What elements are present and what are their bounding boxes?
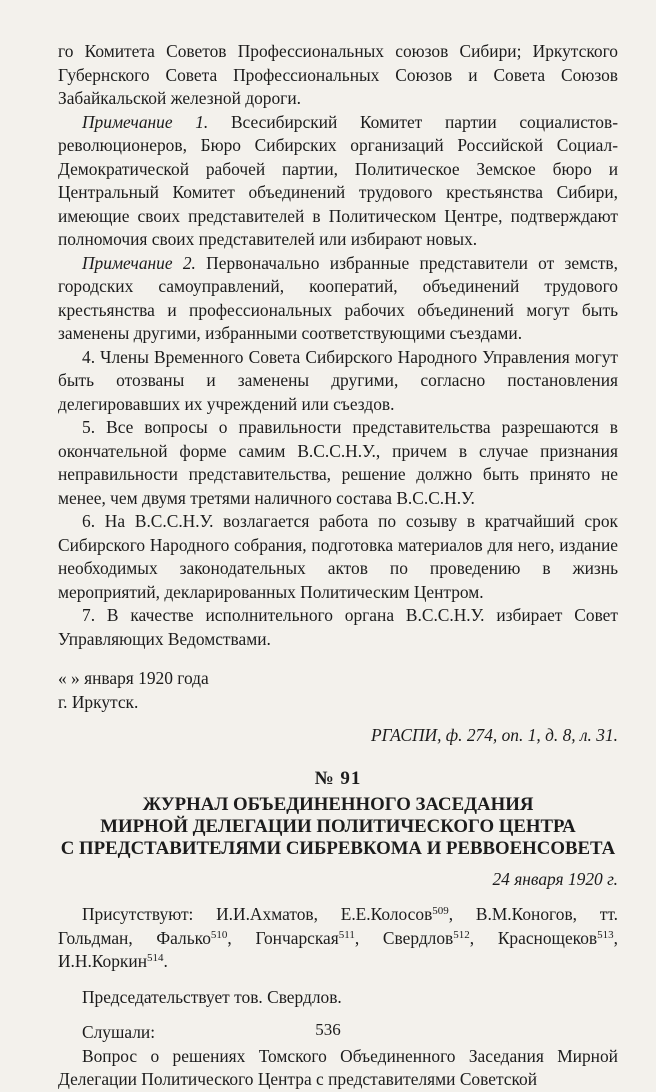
footnote-ref: 511 xyxy=(338,928,355,941)
attendance-text: Присутствуют: И.И.Ахматов, Е.Е.Колосов xyxy=(82,904,433,924)
attendance-text: , Гончарская xyxy=(227,927,339,948)
title-line-1: ЖУРНАЛ ОБЪЕДИНЕННОГО ЗАСЕДАНИЯ xyxy=(142,793,534,815)
title-line-3: С ПРЕДСТАВИТЕЛЯМИ СИБРЕВКОМА И РЕВВОЕНСОВЕТА xyxy=(60,837,616,859)
footnote-ref: 514 xyxy=(147,952,164,964)
note-2-text: Первоначально избранные представители от земств, городских самоуправлений, кооператий, объединений трудового крестьянства и профессиональных рабочих объединений могут быть заменены другими, избранными соответствующими съездами. xyxy=(58,252,618,343)
footnote-ref: 509 xyxy=(432,905,449,917)
document-city: г. Иркутск. xyxy=(58,691,139,712)
footnote-ref: 512 xyxy=(453,928,470,941)
attendance-paragraph xyxy=(58,903,618,974)
attendance-text: , Свердлов xyxy=(354,927,454,948)
chair-line: Председательствует тов. Свердлов. xyxy=(82,986,342,1007)
item-7: 7. В качестве исполнительного органа В.С.С.Н.У. избирает Совет Управляющих Ведомствами. xyxy=(58,605,618,649)
attendance-text: , В.М.Коногов, тт. Гольдман, Фалько xyxy=(58,904,618,948)
item-4: 4. Члены Временного Совета Сибирского Народного Управления могут быть отозваны и заменены другими, согласно постановления делегировавших их учреждений или съездов. xyxy=(58,346,618,414)
footnote-ref: 513 xyxy=(597,928,614,941)
page-number: 536 xyxy=(315,1020,341,1039)
attendance-text: , И.Н.Коркин xyxy=(58,927,618,971)
attendance-text: , Краснощеков xyxy=(469,927,598,948)
heard-text: Вопрос о решениях Томского Объединенного Заседания Мирной Делегации Политического Центра с представителями Советской xyxy=(58,1045,618,1089)
title-line-2: МИРНОЙ ДЕЛЕГАЦИИ ПОЛИТИЧЕСКОГО ЦЕНТРА xyxy=(100,815,576,837)
document-title xyxy=(58,794,618,860)
note-1-text: Всесибирский Комитет партии социалистов-революционеров, Бюро Сибирских организаций Российской Социал-Демократической рабочей партии, Политическое Земское бюро и Центральный Комитет объединений трудового крестьянства Сибири, имеющие своих представителей в Политическом Центре, подтверждают полномочия своих представителей или избирают новых. xyxy=(58,111,618,249)
archive-source: РГАСПИ, ф. 274, оп. 1, д. 8, л. 31. xyxy=(370,725,618,745)
attendance-text: . xyxy=(163,951,168,971)
item-6: 6. На В.С.С.Н.У. возлагается работа по созыву в кратчайший срок Сибирского Народного собрания, подготовка материалов для него, издание необходимых законодательных актов по проведению в жизнь мероприятий, декларированных Политическим Центром. xyxy=(58,511,618,602)
document-date-line: « » января 1920 года xyxy=(58,668,209,688)
note-2 xyxy=(58,252,618,346)
heard-label: Слушали: xyxy=(82,1022,156,1042)
footnote-ref: 510 xyxy=(210,928,228,941)
paragraph-continuation: го Комитета Советов Профессиональных союзов Сибири; Иркутского Губернского Совета Профессиональных Союзов и Совета Союзов Забайкальской железной дороги. xyxy=(58,41,618,108)
document-date: 24 января 1920 г. xyxy=(492,868,618,889)
note-1-label: Примечание 1. xyxy=(82,111,209,132)
document-number: № 91 xyxy=(314,767,362,789)
note-2-label: Примечание 2. xyxy=(82,252,196,273)
item-5: 5. Все вопросы о правильности представительства разрешаются в окончательной форме самим В.С.С.Н.У., причем в случае признания неправильности представительства, решение должно быть принято не менее, чем двумя третями наличного состава В.С.С.Н.У. xyxy=(58,417,618,508)
note-1 xyxy=(58,111,618,252)
